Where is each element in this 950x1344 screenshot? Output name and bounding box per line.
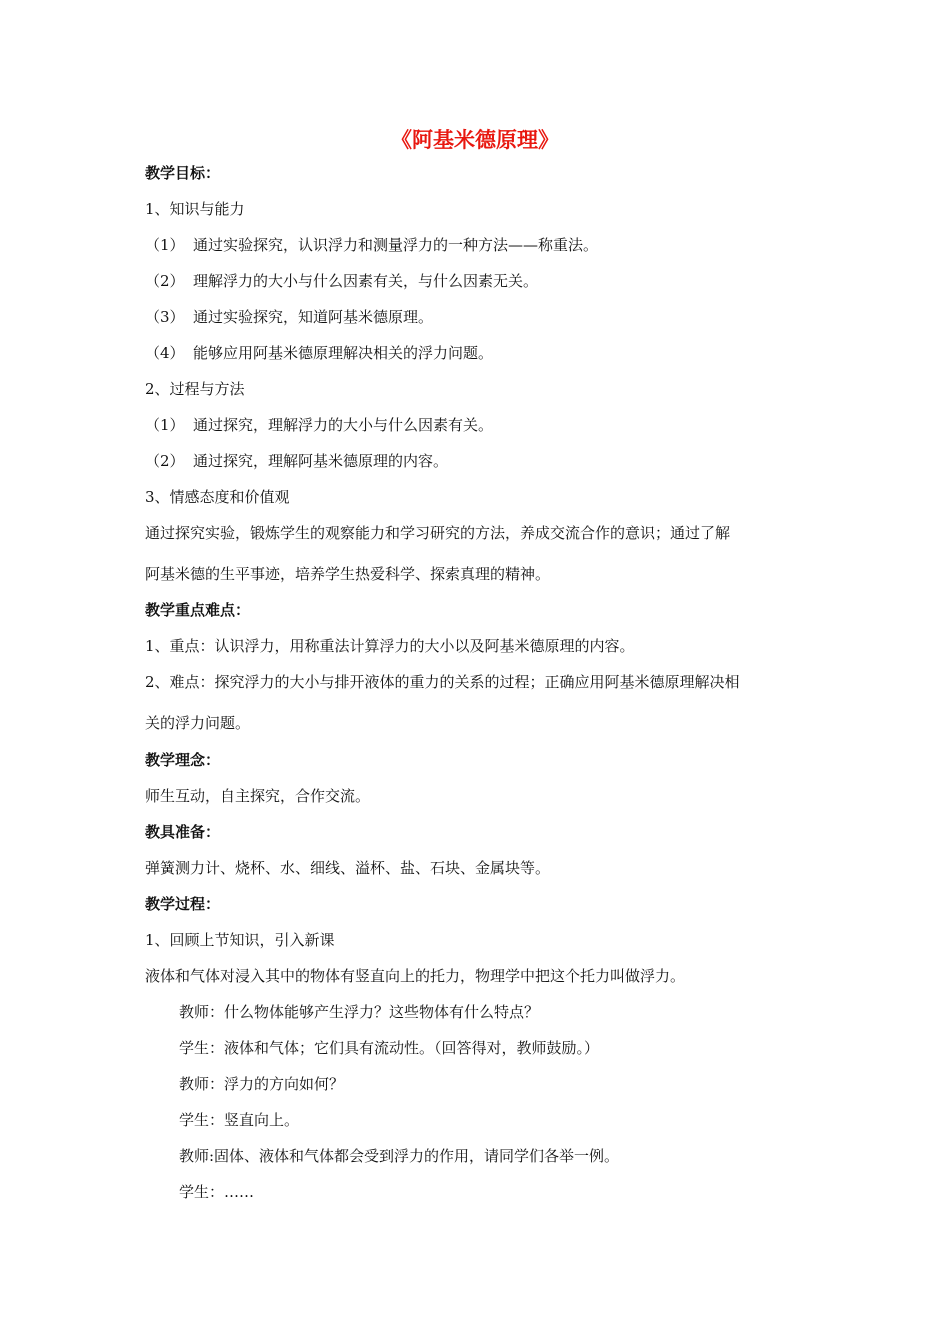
process-item-1 (145, 415, 493, 435)
item-number: （1） (145, 236, 185, 254)
item-text: 通过实验探究，知道阿基米德原理。 (193, 308, 434, 326)
dialogue-line: 教师:固体、液体和气体都会受到浮力的作用，请同学们各举一例。 (179, 1147, 620, 1165)
item-text: 能够应用阿基米德原理解决相关的浮力问题。 (193, 344, 494, 362)
document-title: 《阿基米德原理》 (391, 127, 559, 152)
keypoint-difficulty-line-1: 2、难点：探究浮力的大小与排开液体的重力的关系的过程；正确应用阿基米德原理解决相 (145, 673, 740, 691)
item-number: （1） (145, 416, 185, 434)
knowledge-item-3 (145, 307, 433, 327)
item-text: 理解浮力的大小与什么因素有关，与什么因素无关。 (193, 272, 539, 290)
knowledge-item-2 (145, 271, 538, 291)
process-intro: 液体和气体对浸入其中的物体有竖直向上的托力，物理学中把这个托力叫做浮力。 (145, 967, 686, 985)
process-step-1: 1、回顾上节知识，引入新课 (145, 931, 335, 949)
equipment-heading: 教具准备： (145, 823, 221, 841)
item-text: 通过探究，理解阿基米德原理的内容。 (193, 452, 449, 470)
section-process-title: 2、过程与方法 (145, 380, 245, 398)
section-attitude-title: 3、情感态度和价值观 (145, 488, 290, 506)
dialogue-line: 教师：浮力的方向如何？ (179, 1075, 345, 1093)
dialogue-line: 学生：…… (179, 1183, 255, 1201)
item-number: （4） (145, 344, 185, 362)
keypoints-heading: 教学重点难点： (145, 601, 251, 619)
knowledge-item-4 (145, 343, 493, 363)
dialogue-line: 学生：竖直向上。 (179, 1111, 300, 1129)
process-heading: 教学过程： (145, 895, 221, 913)
attitude-text-line-2: 阿基米德的生平事迹，培养学生热爱科学、探索真理的精神。 (145, 565, 551, 583)
philosophy-text: 师生互动，自主探究，合作交流。 (145, 787, 371, 805)
dialogue-line: 教师：什么物体能够产生浮力？这些物体有什么特点？ (179, 1003, 540, 1021)
philosophy-heading: 教学理念： (145, 751, 221, 769)
objectives-heading: 教学目标： (145, 164, 221, 182)
item-number: （3） (145, 308, 185, 326)
process-item-2 (145, 451, 448, 471)
keypoint-focus: 1、重点：认识浮力，用称重法计算浮力的大小以及阿基米德原理的内容。 (145, 637, 635, 655)
equipment-text: 弹簧测力计、烧杯、水、细线、溢杯、盐、石块、金属块等。 (145, 859, 551, 877)
knowledge-item-1 (145, 235, 598, 255)
item-text: 通过探究，理解浮力的大小与什么因素有关。 (193, 416, 494, 434)
item-text: 通过实验探究，认识浮力和测量浮力的一种方法——称重法。 (193, 236, 599, 254)
section-knowledge-title: 1、知识与能力 (145, 200, 245, 218)
dialogue-line: 学生：液体和气体；它们具有流动性。（回答得对，教师鼓励。） (179, 1039, 600, 1057)
item-number: （2） (145, 272, 185, 290)
attitude-text-line-1: 通过探究实验，锻炼学生的观察能力和学习研究的方法，养成交流合作的意识；通过了解 (145, 524, 731, 542)
keypoint-difficulty-line-2: 关的浮力问题。 (145, 714, 251, 732)
item-number: （2） (145, 452, 185, 470)
